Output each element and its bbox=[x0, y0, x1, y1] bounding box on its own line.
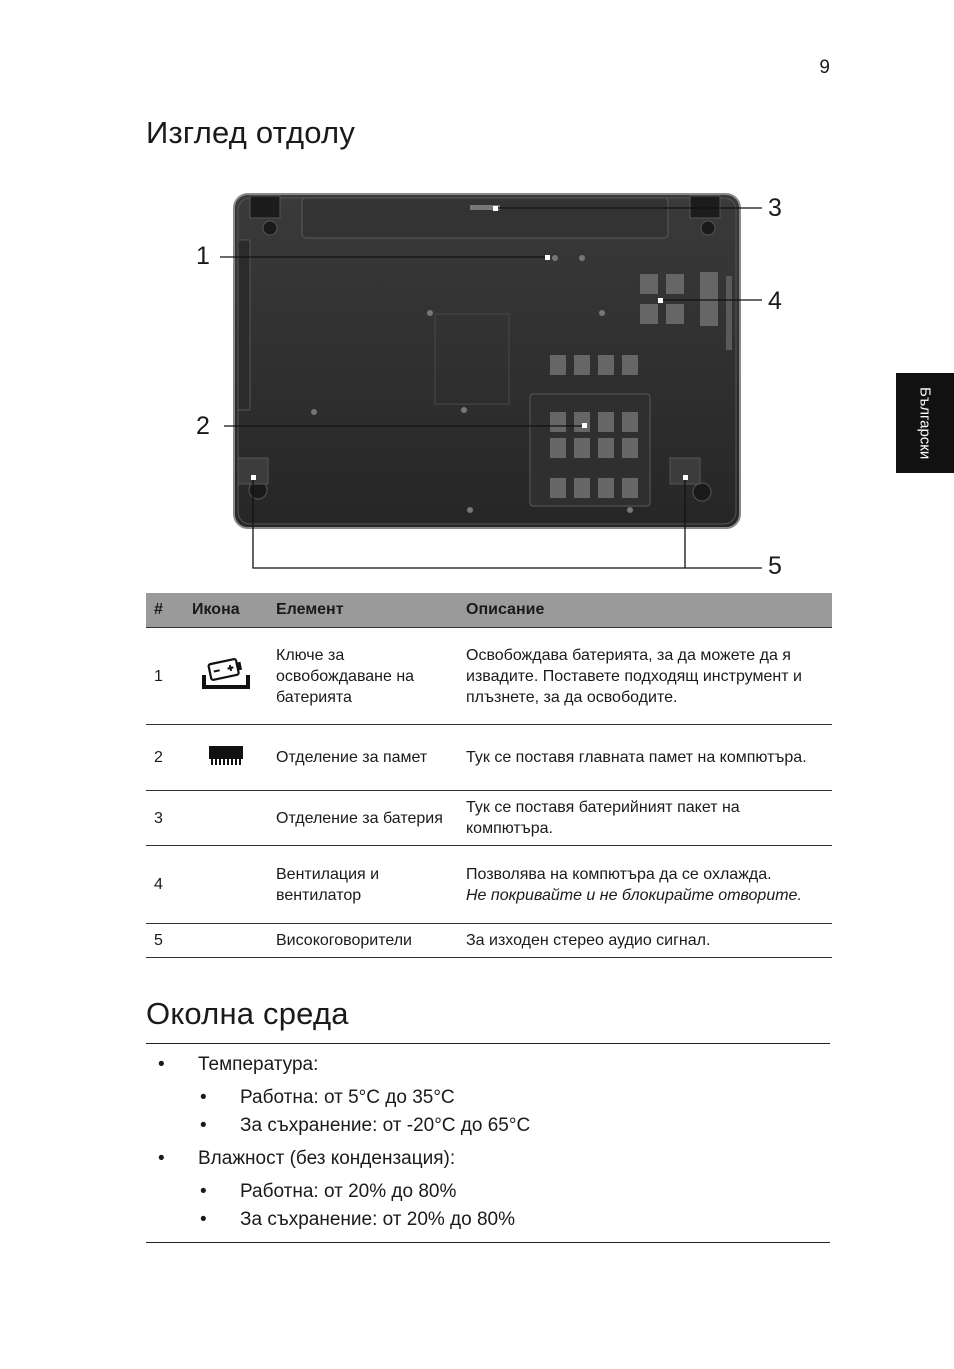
section-title-environment: Околна среда bbox=[146, 996, 349, 1031]
list-subitem-label: За съхранение: от -20°C до 65°C bbox=[240, 1115, 531, 1136]
memory-icon bbox=[206, 755, 246, 772]
list-subitem-label: Работна: от 5°C до 35°C bbox=[240, 1087, 455, 1108]
battery-release-icon bbox=[200, 680, 252, 697]
row-description-note: Не покривайте и не блокирайте отворите. bbox=[466, 886, 802, 904]
table-row bbox=[146, 791, 832, 846]
section-divider-top bbox=[146, 1043, 830, 1044]
bullet: • bbox=[200, 1115, 207, 1136]
page-number: 9 bbox=[819, 57, 830, 78]
header-icon: Икона bbox=[184, 593, 268, 628]
language-tab-label: Български bbox=[916, 386, 934, 460]
list-subitem-label: Работна: от 20% до 80% bbox=[240, 1181, 457, 1202]
language-tab bbox=[896, 373, 954, 473]
bullet: • bbox=[200, 1181, 207, 1202]
row-element: Отделение за памет bbox=[268, 725, 458, 791]
laptop-bottom-figure bbox=[190, 180, 800, 580]
header-number: # bbox=[146, 593, 184, 628]
row-number: 5 bbox=[146, 924, 184, 958]
row-element: Отделение за батерия bbox=[268, 791, 458, 846]
row-description bbox=[458, 628, 832, 725]
row-description-text: Освобождава батерията, за да можете да я извадите. Поставете подходящ инструмент и плъзнете, за да освободите. bbox=[466, 646, 802, 706]
bullet: • bbox=[200, 1209, 207, 1230]
row-description-text: За изходен стерео аудио сигнал. bbox=[466, 932, 711, 949]
callout-1: 1 bbox=[196, 242, 210, 270]
row-element: Високоговорители bbox=[268, 924, 458, 958]
components-table bbox=[146, 593, 832, 958]
table-row bbox=[146, 628, 832, 725]
row-number: 1 bbox=[146, 628, 184, 725]
list-item bbox=[146, 1144, 830, 1174]
callout-5: 5 bbox=[768, 552, 782, 580]
row-description-text: Позволява на компютъра да се охлажда. bbox=[466, 865, 772, 883]
list-item bbox=[146, 1050, 830, 1080]
list-subitem bbox=[146, 1178, 830, 1206]
list-item-label: Влажност (без кондензация): bbox=[198, 1148, 456, 1169]
table-row bbox=[146, 924, 832, 958]
row-description-text: Тук се поставя батерийният пакет на компютъра. bbox=[466, 799, 740, 837]
row-description bbox=[458, 791, 832, 846]
list-subitem bbox=[146, 1206, 830, 1234]
list-subitem bbox=[146, 1084, 830, 1112]
row-description bbox=[458, 924, 832, 958]
section-divider-bottom bbox=[146, 1242, 830, 1243]
header-description: Описание bbox=[458, 593, 832, 628]
row-description bbox=[458, 725, 832, 791]
bullet: • bbox=[158, 1148, 165, 1169]
callout-2: 2 bbox=[196, 412, 210, 440]
bullet: • bbox=[200, 1087, 207, 1108]
list-subitem bbox=[146, 1112, 830, 1140]
row-element: Вентилация и вентилатор bbox=[268, 846, 458, 924]
list-subitem-label: За съхранение: от 20% до 80% bbox=[240, 1209, 516, 1230]
row-number: 3 bbox=[146, 791, 184, 846]
header-element: Елемент bbox=[268, 593, 458, 628]
row-number: 2 bbox=[146, 725, 184, 791]
bullet: • bbox=[158, 1054, 165, 1075]
environment-list bbox=[146, 1050, 830, 1234]
row-description-text: Тук се поставя главната памет на компютъра. bbox=[466, 749, 807, 766]
row-element: Ключе за освобождаване на батерията bbox=[268, 628, 458, 725]
section-title-bottom-view: Изглед отдолу bbox=[146, 115, 356, 150]
callout-4: 4 bbox=[768, 287, 782, 315]
list-item-label: Температура: bbox=[198, 1054, 319, 1075]
callout-3: 3 bbox=[768, 194, 782, 222]
row-number: 4 bbox=[146, 846, 184, 924]
row-description bbox=[458, 846, 832, 924]
laptop-bottom-illustration bbox=[190, 180, 800, 580]
table-row bbox=[146, 725, 832, 791]
table-header-row bbox=[146, 593, 832, 628]
table-row bbox=[146, 846, 832, 924]
